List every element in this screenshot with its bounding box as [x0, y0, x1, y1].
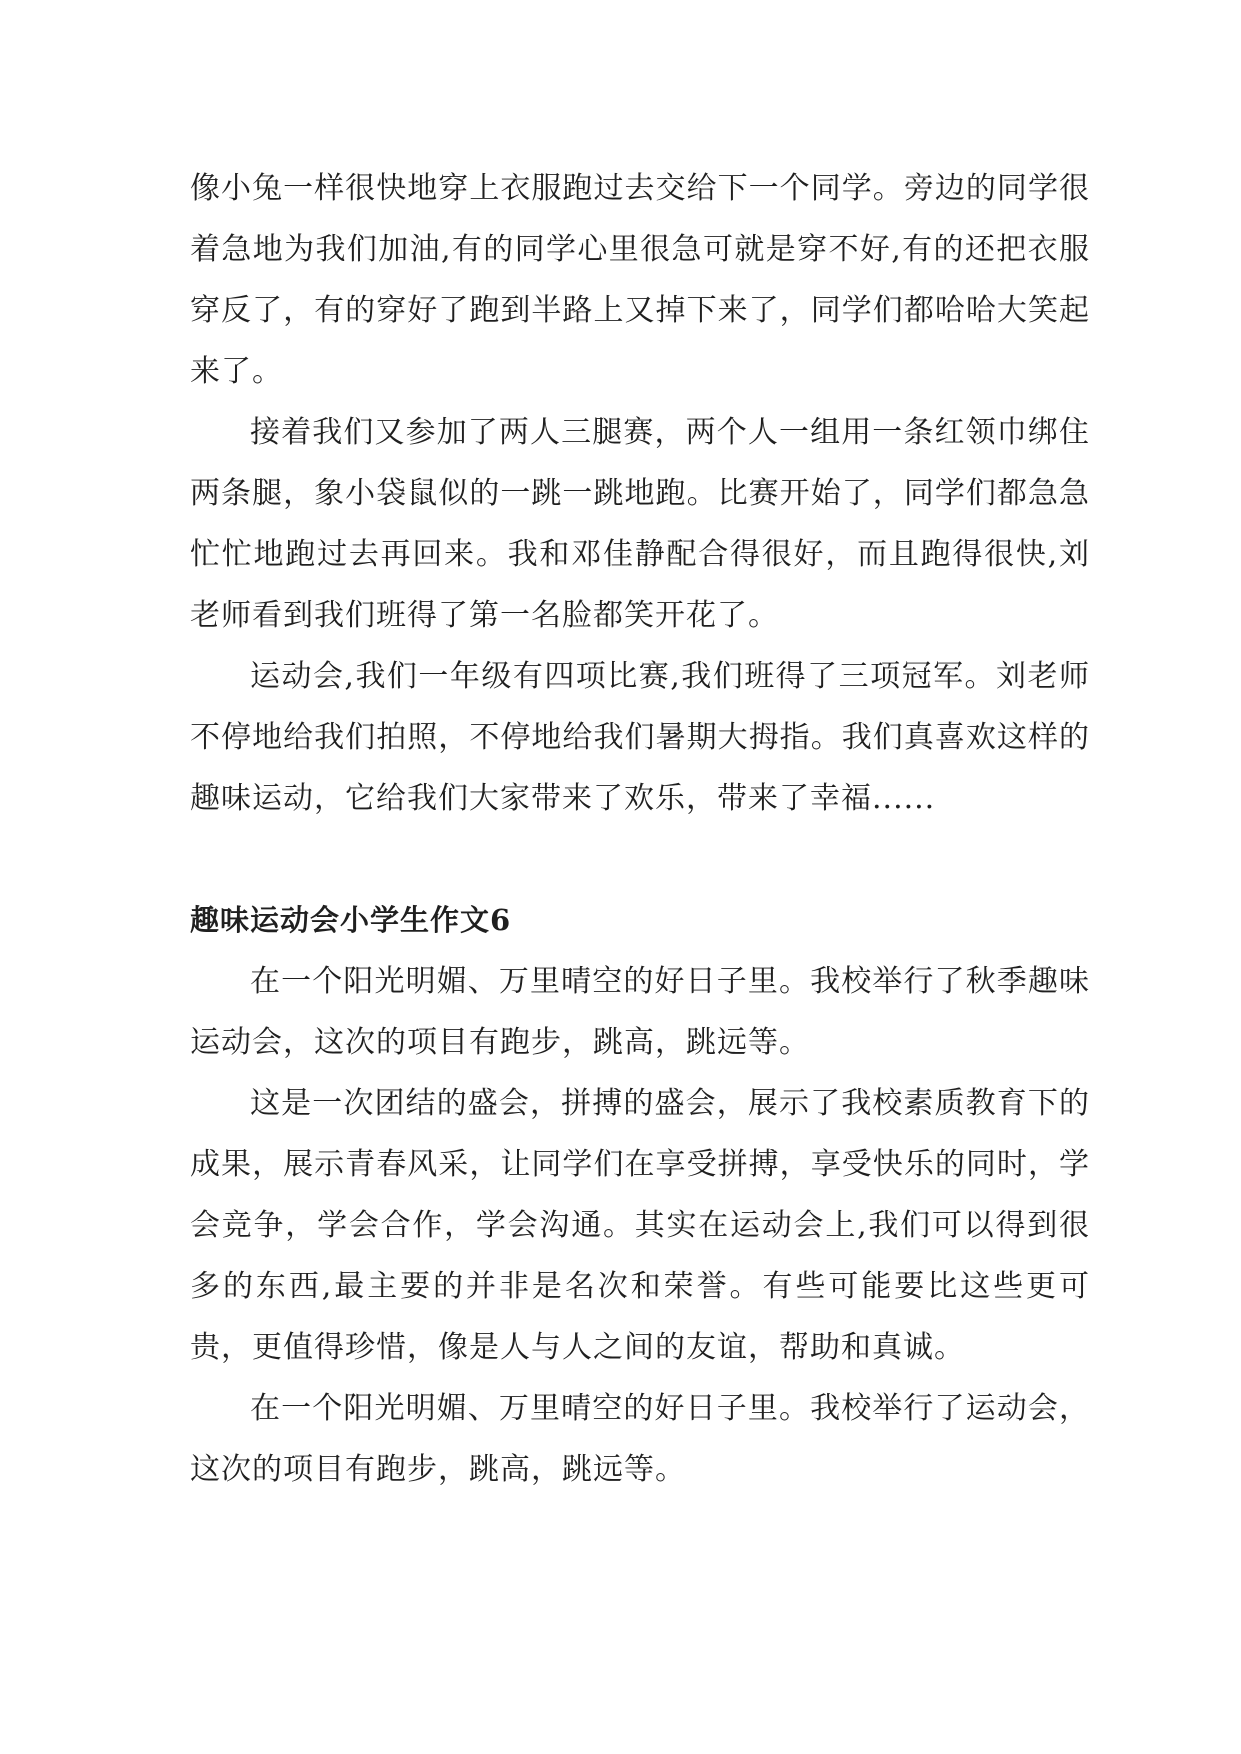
document-body [190, 158, 1090, 1500]
paragraph-sports-meet-results: 运动会,我们一年级有四项比赛,我们班得了三项冠军。刘老师不停地给我们拍照，不停地给我们暑期大拇指。我们真喜欢这样的趣味运动，它给我们大家带来了欢乐，带来了幸福...... [190, 659, 1090, 816]
paragraph-continued: 像小兔一样很快地穿上衣服跑过去交给下一个同学。旁边的同学很着急地为我们加油,有的同学心里很急可就是穿不好,有的还把衣服穿反了，有的穿好了跑到半路上又掉下来了，同学们都哈哈大笑起来了。 [190, 171, 1090, 389]
section-heading: 趣味运动会小学生作文6 [190, 903, 512, 937]
paragraph-autumn-sports-meet: 在一个阳光明媚、万里晴空的好日子里。我校举行了秋季趣味运动会，这次的项目有跑步，跳高，跳远等。 [190, 964, 1090, 1060]
paragraph-sports-meet-intro: 在一个阳光明媚、万里晴空的好日子里。我校举行了运动会，这次的项目有跑步，跳高，跳远等。 [190, 1391, 1090, 1487]
paragraph-unity-and-effort: 这是一次团结的盛会，拼搏的盛会，展示了我校素质教育下的成果，展示青春风采，让同学们在享受拼搏，享受快乐的同时，学会竞争，学会合作，学会沟通。其实在运动会上,我们可以得到很多的东西,最主要的并非是名次和荣誉。有些可能要比这些更可贵，更值得珍惜，像是人与人之间的友谊，帮助和真诚。 [190, 1086, 1090, 1365]
paragraph-three-legged-race: 接着我们又参加了两人三腿赛，两个人一组用一条红领巾绑住两条腿，象小袋鼠似的一跳一跳地跑。比赛开始了，同学们都急急忙忙地跑过去再回来。我和邓佳静配合得很好，而且跑得很快,刘老师看到我们班得了第一名脸都笑开花了。 [190, 415, 1090, 633]
